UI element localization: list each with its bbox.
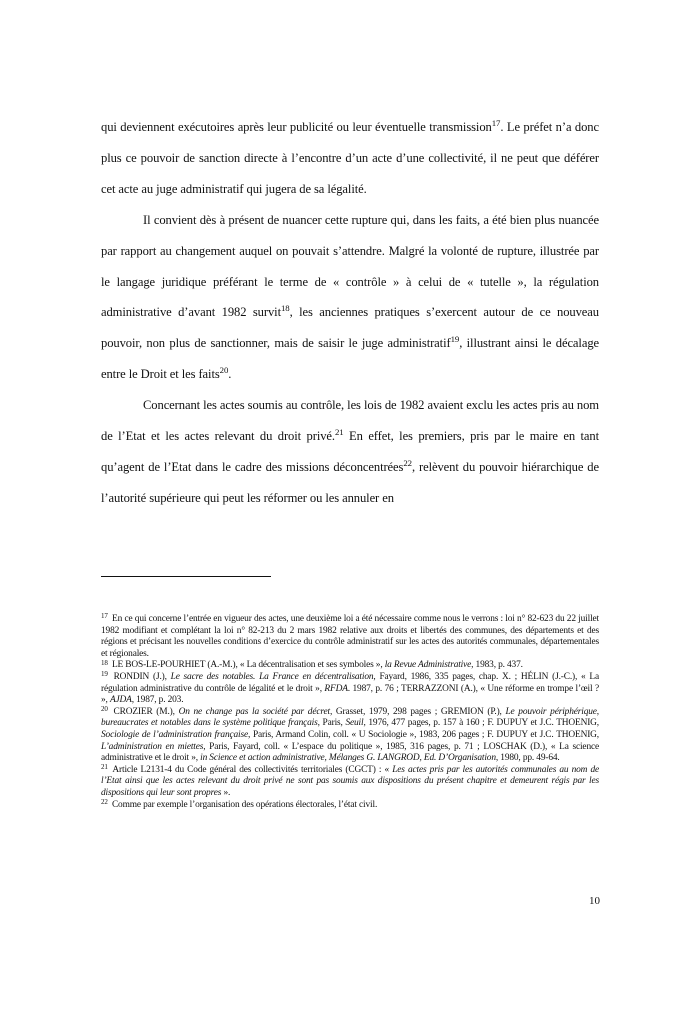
footnote-17: $^{17}$ En ce qui concerne l’entrée en vigueur des actes, une deuxième loi a été nécessaire comme nous le verrons : loi n° 82-623 du 22 juillet 1982 modifiant et complétant la loi n° 82-213 du 2 mars 1982 relative aux droits et libertés des communes, des départements et des régions et précisant les nouvelles conditions d’exercice du contrôle administratif sur les actes des autorités communales, départementales et régionales. bbox=[101, 612, 599, 659]
paragraph-1: qui deviennent exécutoires après leur publicité ou leur éventuelle transmission$^{17}$. Le préfet n’a donc plus ce pouvoir de sanction directe à l’encontre d’un acte d’une collectivité, il ne peut que déférer cet acte au juge administratif qui jugera de sa légalité. bbox=[101, 118, 599, 196]
body-text bbox=[101, 112, 599, 514]
footnote-18: $^{18}$ LE BOS-LE-POURHIET (A.-M.), « La décentralisation et ses symboles », la Revue Administrative, 1983, p. 437. bbox=[101, 658, 523, 671]
footnote-ref-18[interactable]: 18 bbox=[280, 303, 290, 314]
footnote-21: $^{21}$ Article L2131-4 du Code général des collectivités territoriales (CGCT) : « Les actes pris par les autorités communales au nom de l’Etat ainsi que les actes relevant du droit privé ne sont pas soumis aux dispositions du présent chapitre et demeurent régis par les dispositions qui leur sont propres ». bbox=[101, 762, 600, 798]
footnote-ref-21[interactable]: 21 bbox=[334, 427, 344, 438]
paragraph-2: Il convient dès à présent de nuancer cette rupture qui, dans les faits, a été bien plus nuancée par rapport au changement auquel on pouvait s’attendre. Malgré la volonté de rupture, illustrée par le langage juridique préférant le terme de « contrôle » à celui de « tutelle », la régulation administrative d’avant 1982 survit$^{18}$, les anciennes pratiques s’exercent autour de ce nouveau pouvoir, non plus de sanctionner, mais de saisir le juge administratif$^{19}$, illustrant ainsi le décalage entre le Droit et les faits$^{20}$. bbox=[101, 212, 600, 382]
footnote-20: $^{20}$ CROZIER (M.), On ne change pas la société par décret, Grasset, 1979, 298 pages ; GREMION (P.), Le pouvoir périphérique, bureaucrates et notables dans le système politique français, Paris, Seuil, 1976, 477 pages, p. 157 à 160 ; F. DUPUY et J.C. THOENIG, Sociologie de l’administration française, Paris, Armand Colin, coll. « U Sociologie », 1983, 206 pages ; F. DUPUY et J.C. THOENIG, L’administration en miettes, Paris, Fayard, coll. « L’espace du politique », 1985, 316 pages, p. 71 ; LOSCHAK (D.), « La science administrative et le droit », in Science et action administrative, Mélanges G. LANGROD, Ed. D’Organisation, 1980, pp. 49-64. bbox=[101, 704, 600, 764]
footnote-19: $^{19}$ RONDIN (J.), Le sacre des notables. La France en décentralisation, Fayard, 1986, 335 pages, chap. X. ; HÉLIN (J.-C.), « La régulation administrative du contrôle de légalité et le droit », RFDA. 1987, p. 76 ; TERRAZZONI (A.), « Une réforme en trompe l’œil ? », AJDA, 1987, p. 203. bbox=[101, 670, 599, 706]
footnote-ref-20[interactable]: 20 bbox=[219, 365, 229, 376]
footnote-separator bbox=[101, 576, 271, 577]
footnote-ref-22[interactable]: 22 bbox=[403, 458, 412, 469]
footnote-ref-19[interactable]: 19 bbox=[450, 334, 460, 345]
footnote-22: $^{22}$ Comme par exemple l’organisation des opérations électorales, l’état civil. bbox=[101, 797, 378, 810]
page-number: 10 bbox=[589, 895, 600, 907]
paragraph-3: Concernant les actes soumis au contrôle, les lois de 1982 avaient exclu les actes pris au nom de l’Etat et les actes relevant du droit privé.$^{21}$ En effet, les premiers, pris par le maire en tant qu’agent de l’Etat dans le cadre des missions déconcentrées$^{22}$, relèvent du pouvoir hiérarchique de l’autorité supérieure qui peut les réformer ou les annuler en bbox=[101, 398, 599, 505]
footnote-ref-17[interactable]: 17 bbox=[491, 118, 501, 129]
footnotes bbox=[101, 614, 599, 811]
